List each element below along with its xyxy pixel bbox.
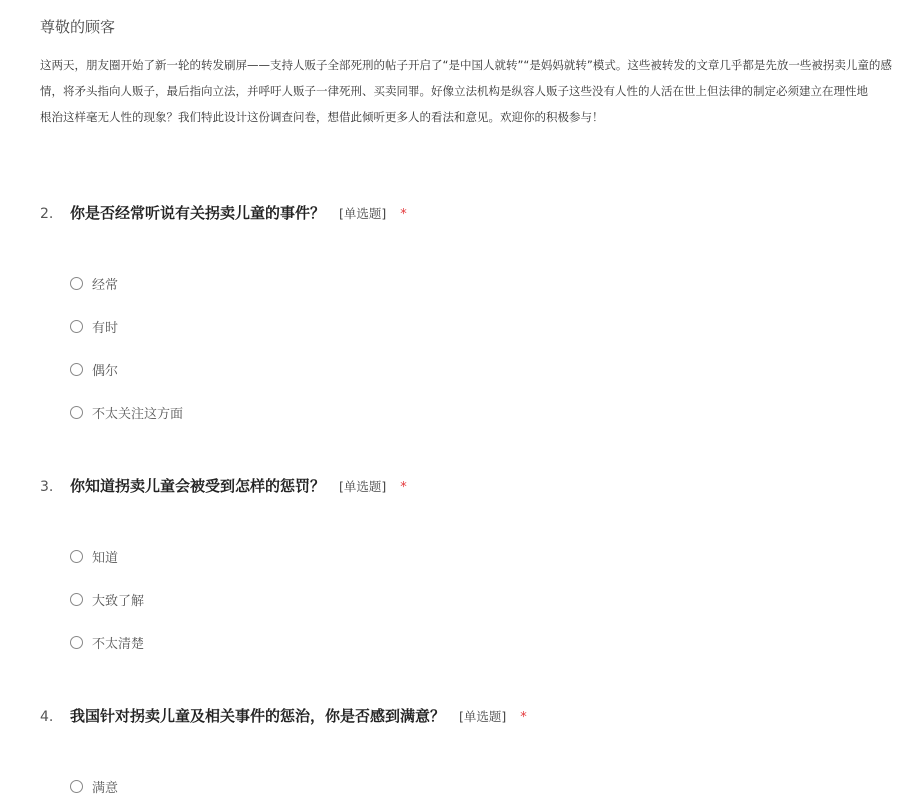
required-marker: * (400, 480, 407, 495)
option-label: 不太关注这方面 (92, 407, 184, 422)
option-label: 偶尔 (92, 364, 119, 379)
option-often[interactable] (70, 274, 118, 293)
greeting-heading: 尊敬的顾客 (40, 18, 116, 36)
question-text: 你是否经常听说有关拐卖儿童的事件？ (70, 204, 326, 222)
question-title (40, 475, 900, 496)
intro-paragraph (40, 58, 900, 135)
radio-button[interactable] (70, 593, 83, 606)
radio-button[interactable] (70, 406, 83, 419)
option-label: 满意 (92, 781, 119, 796)
question-number: 3. (40, 479, 54, 495)
radio-button[interactable] (70, 550, 83, 563)
intro-line: 根治这样毫无人性的现象？我们特此设计这份调查问卷，想借此倾听更多人的看法和意见。欢迎你的积极参与！ (40, 110, 604, 124)
question-type-label: [单选题] (459, 709, 507, 724)
option-not-clear[interactable] (70, 633, 144, 652)
option-sometimes[interactable] (70, 317, 118, 336)
option-roughly-know[interactable] (70, 590, 144, 609)
question-4 (40, 705, 900, 796)
option-label: 大致了解 (92, 594, 145, 609)
question-type-label: [单选题] (339, 479, 387, 494)
question-2 (40, 202, 900, 422)
question-text: 我国针对拐卖儿童及相关事件的惩治，你是否感到满意？ (70, 707, 446, 725)
option-know[interactable] (70, 547, 118, 566)
option-label: 知道 (92, 551, 119, 566)
option-label: 不太清楚 (92, 637, 145, 652)
question-number: 2. (40, 206, 54, 222)
radio-button[interactable] (70, 320, 83, 333)
question-type-label: [单选题] (339, 206, 387, 221)
required-marker: * (400, 207, 407, 222)
question-3 (40, 475, 900, 652)
radio-button[interactable] (70, 636, 83, 649)
option-label: 有时 (92, 321, 119, 336)
intro-line: 情，将矛头指向人贩子，最后指向立法，并呼吁人贩子一律死刑、买卖同罪。好像立法机构是纵容人贩子这些没有人性的人活在世上但法律的制定必须建立在理性地 (40, 84, 868, 98)
radio-button[interactable] (70, 277, 83, 290)
required-marker: * (520, 710, 527, 725)
option-occasionally[interactable] (70, 360, 118, 379)
question-title (40, 202, 900, 223)
option-label: 经常 (92, 278, 119, 293)
question-text: 你知道拐卖儿童会被受到怎样的惩罚？ (70, 477, 326, 495)
radio-button[interactable] (70, 363, 83, 376)
question-title (40, 705, 900, 726)
option-not-concerned[interactable] (70, 403, 183, 422)
intro-line: 这两天，朋友圈开始了新一轮的转发刷屏——支持人贩子全部死刑的帖子开启了“是中国人就转”“是妈妈就转”模式。这些被转发的文章几乎都是先放一些被拐卖儿童的感 (40, 58, 892, 72)
radio-button[interactable] (70, 780, 83, 793)
question-number: 4. (40, 709, 54, 725)
option-satisfied[interactable] (70, 777, 118, 796)
